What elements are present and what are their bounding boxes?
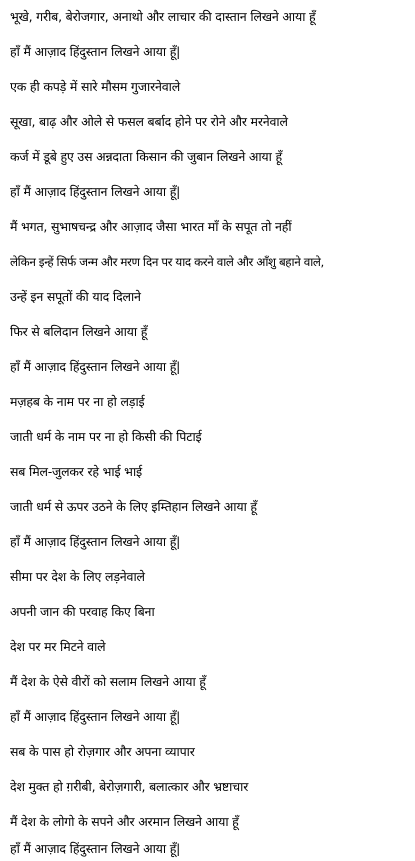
poem-line: अपनी जान की परवाह किए बिना	[10, 604, 155, 619]
poem-line: फिर से बलिदान लिखने आया हूँ	[10, 324, 148, 339]
poem-line: देश मुक्त हो ग़रीबी, बेरोज़गारी, बलात्कार और भ्रष्टाचार	[10, 779, 249, 794]
poem-line: हाँ मैं आज़ाद हिंदुस्तान लिखने आया हूँ|	[10, 534, 181, 549]
poem-line: सब मिल-जुलकर रहे भाई भाई	[10, 464, 142, 479]
poem-line: देश पर मर मिटने वाले	[10, 639, 106, 654]
poem-line: हाँ मैं आज़ाद हिंदुस्तान लिखने आया हूँ|	[10, 359, 181, 374]
poem-line: कर्ज में डूबे हुए उस अन्नदाता किसान की जुबान लिखने आया हूँ	[10, 149, 282, 164]
poem-line: एक ही कपड़े में सारे मौसम गुजारनेवाले	[10, 79, 180, 94]
poem-line: सूखा, बाढ़ और ओले से फसल बर्बाद होने पर रोने और मरनेवाले	[10, 114, 288, 129]
poem-line: हाँ मैं आज़ाद हिंदुस्तान लिखने आया हूँ|	[10, 841, 181, 856]
poem-line: सब के पास हो रोज़गार और अपना व्यापार	[10, 744, 195, 759]
poem-line: मज़हब के नाम पर ना हो लड़ाई	[10, 394, 145, 409]
poem-line: जाती धर्म के नाम पर ना हो किसी की पिटाई	[10, 429, 202, 444]
poem-line: जाती धर्म से ऊपर उठने के लिए इम्तिहान लिखने आया हूँ	[10, 499, 257, 514]
poem-line: हाँ मैं आज़ाद हिंदुस्तान लिखने आया हूँ|	[10, 709, 181, 724]
poem-line: उन्हें इन सपूतों की याद दिलाने	[10, 289, 141, 304]
poem-line: भूखे, गरीब, बेरोजगार, अनाथो और लाचार की दास्तान लिखने आया हूँ	[10, 9, 316, 24]
poem-line: सीमा पर देश के लिए लड़नेवाले	[10, 569, 145, 584]
poem-line: मैं देश के ऐसे वीरों को सलाम लिखने आया हूँ	[10, 674, 206, 689]
poem-line: मैं देश के लोगो के सपने और अरमान लिखने आया हूँ	[10, 814, 239, 829]
poem-line: मैं भगत, सुभाषचन्द्र और आज़ाद जैसा भारत माँ के सपूत तो नहीं	[10, 219, 292, 234]
poem-line: हाँ मैं आज़ाद हिंदुस्तान लिखने आया हूँ|	[10, 44, 181, 59]
poem-line: लेकिन इन्हें सिर्फ जन्म और मरण दिन पर याद करने वाले और आँशु बहाने वाले,	[10, 255, 324, 269]
poem-line: हाँ मैं आज़ाद हिंदुस्तान लिखने आया हूँ|	[10, 184, 181, 199]
